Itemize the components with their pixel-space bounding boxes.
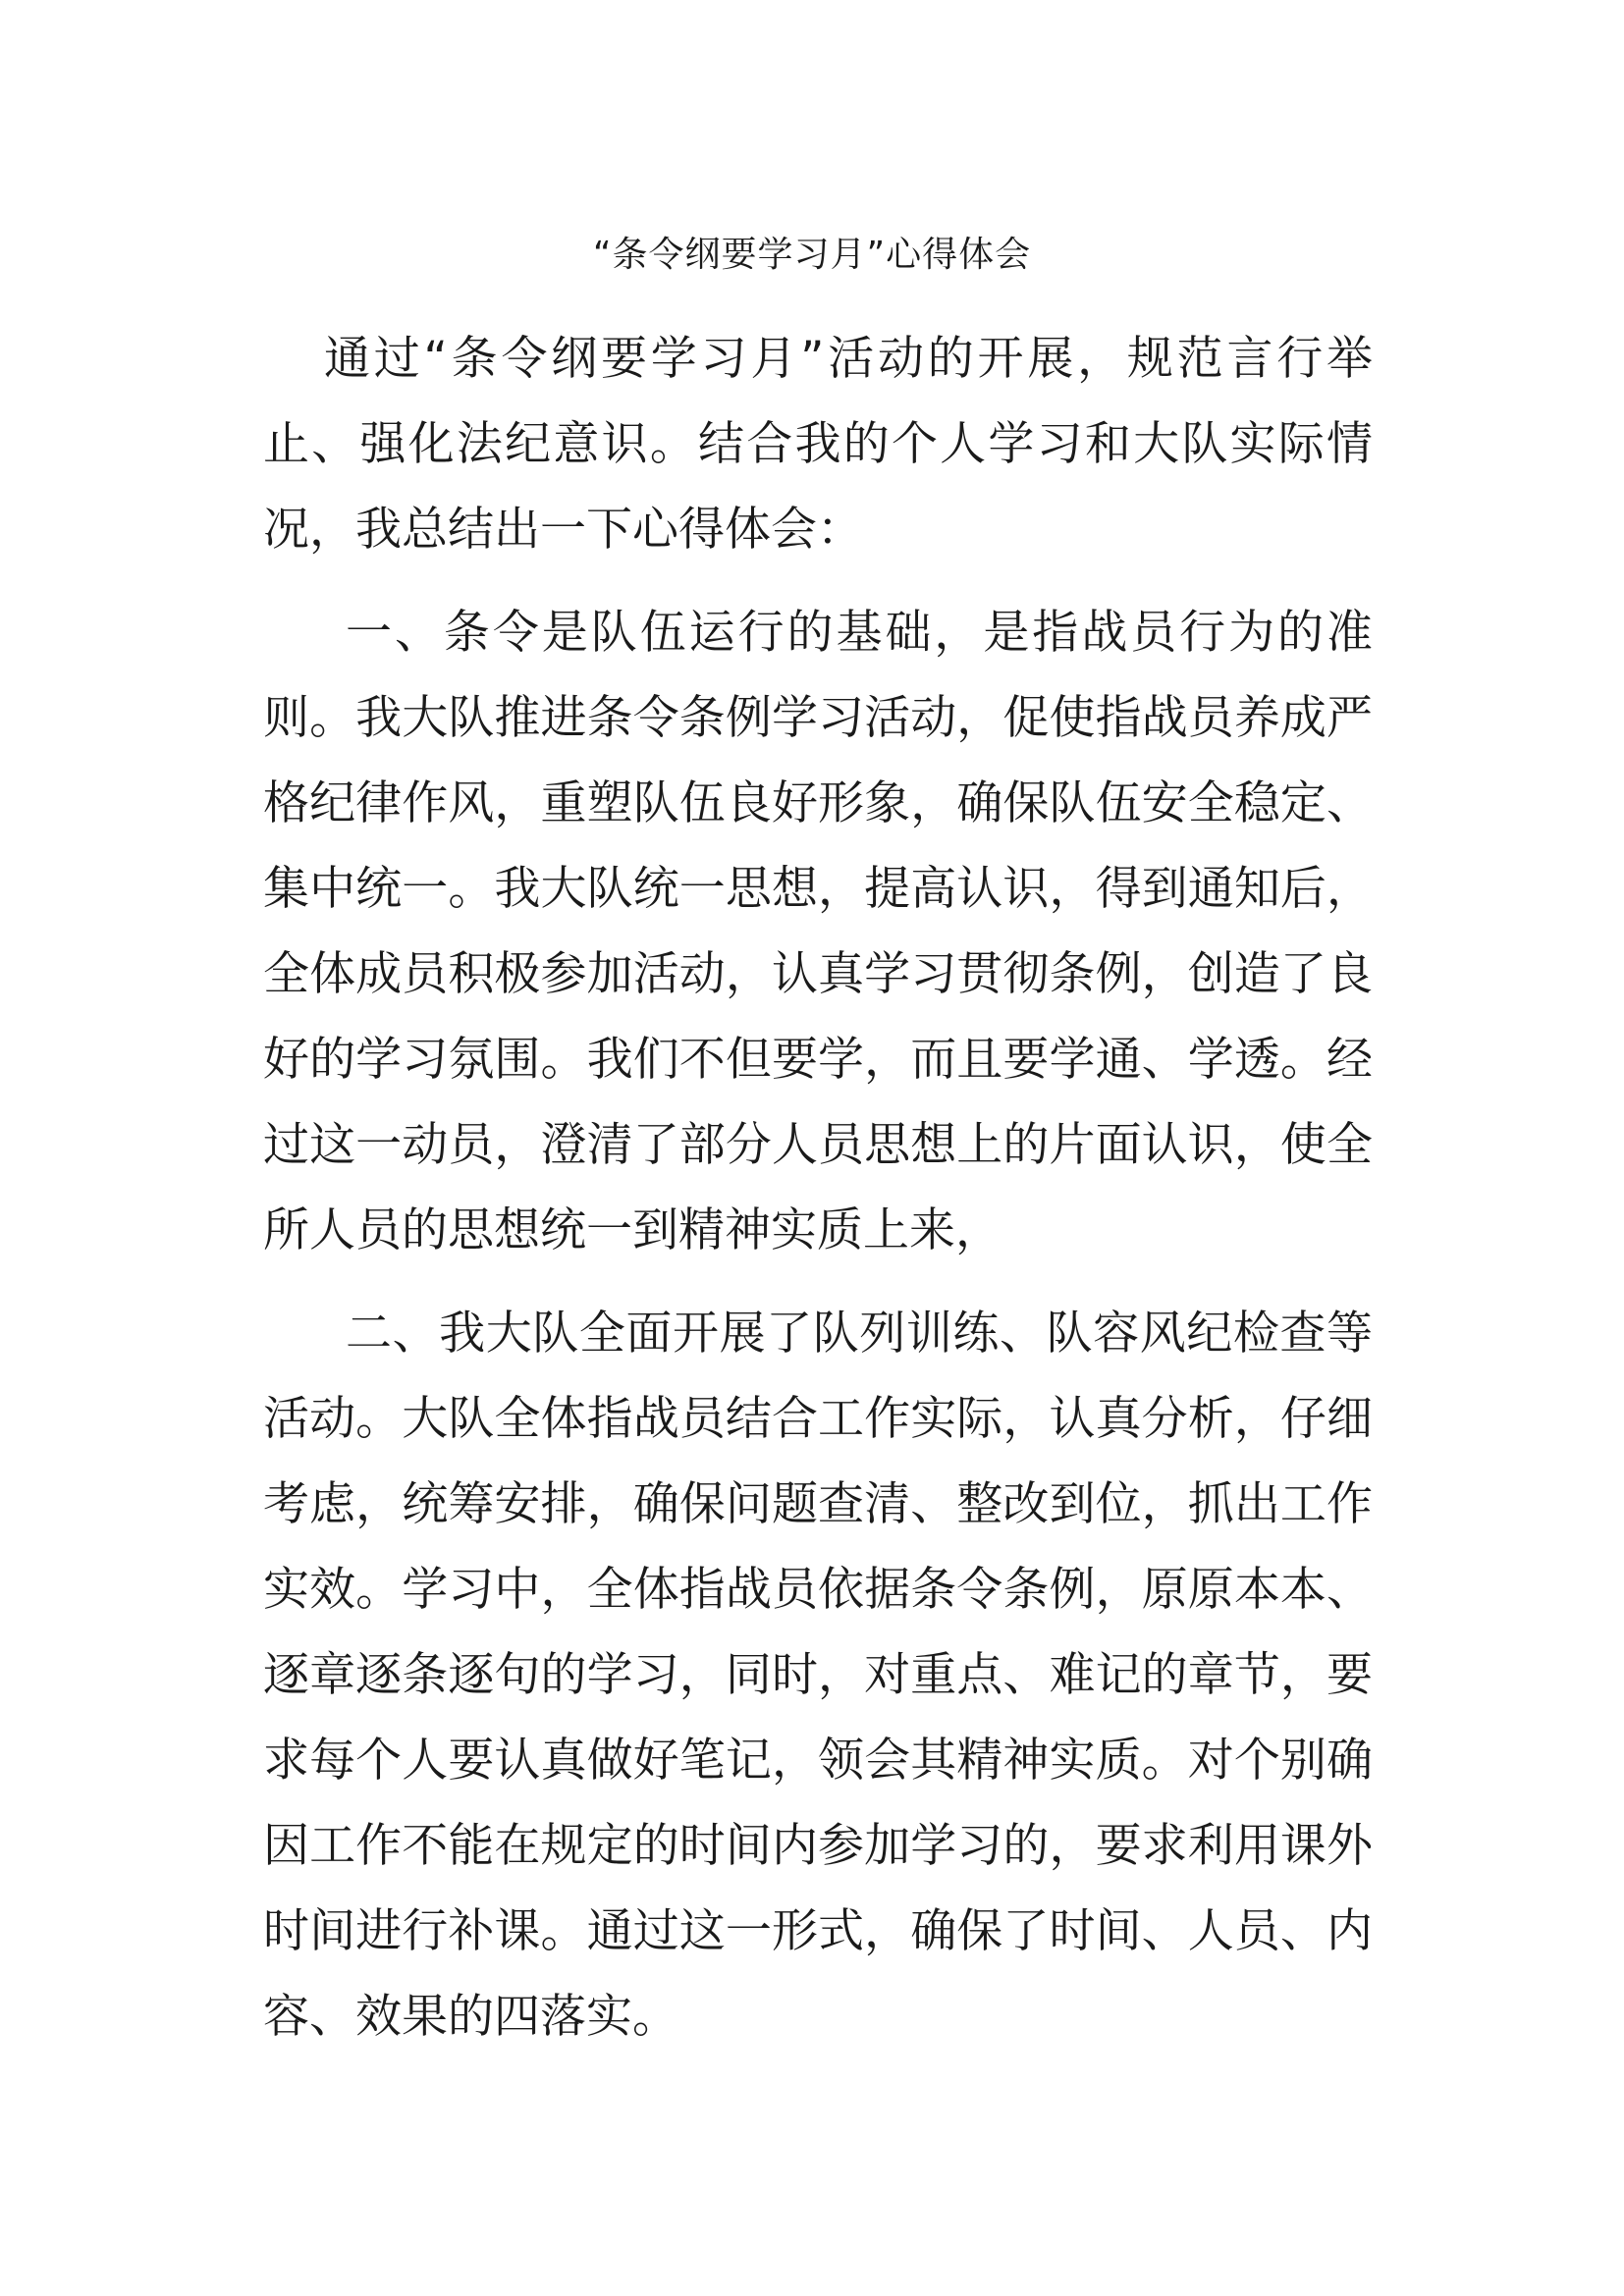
document-body [263,316,1373,2077]
document-title: “条令纲要学习月”心得体会 [592,235,1032,275]
section-one-paragraph: 一、条令是队伍运行的基础，是指战员行为的准则。我大队推进条令条例学习活动，促使指战员养成严格纪律作风，重塑队伍良好形象，确保队伍安全稳定、集中统一。我大队统一思想，提高认识，得到通知后，全体成员积极参加活动，认真学习贯彻条例，创造了良好的学习氛围。我们不但要学，而且要学通、学透。经过这一动员，澄清了部分人员思想上的片面认识，使全所人员的思想统一到精神实质上来， [263,606,1373,1257]
intro-paragraph: 通过“条令纲要学习月”活动的开展，规范言行举止、强化法纪意识。结合我的个人学习和大队实际情况，我总结出一下心得体会： [263,332,1373,557]
section-two-paragraph: 二、我大队全面开展了队列训练、队容风纪检查等活动。大队全体指战员结合工作实际，认真分析，仔细考虑，统筹安排，确保问题查清、整改到位，抓出工作实效。学习中，全体指战员依据条令条例，原原本本、逐章逐条逐句的学习，同时，对重点、难记的章节，要求每个人要认真做好笔记，领会其精神实质。对个别确因工作不能在规定的时间内参加学习的，要求利用课外时间进行补课。通过这一形式，确保了时间、人员、内容、效果的四落实。 [263,1307,1373,2044]
